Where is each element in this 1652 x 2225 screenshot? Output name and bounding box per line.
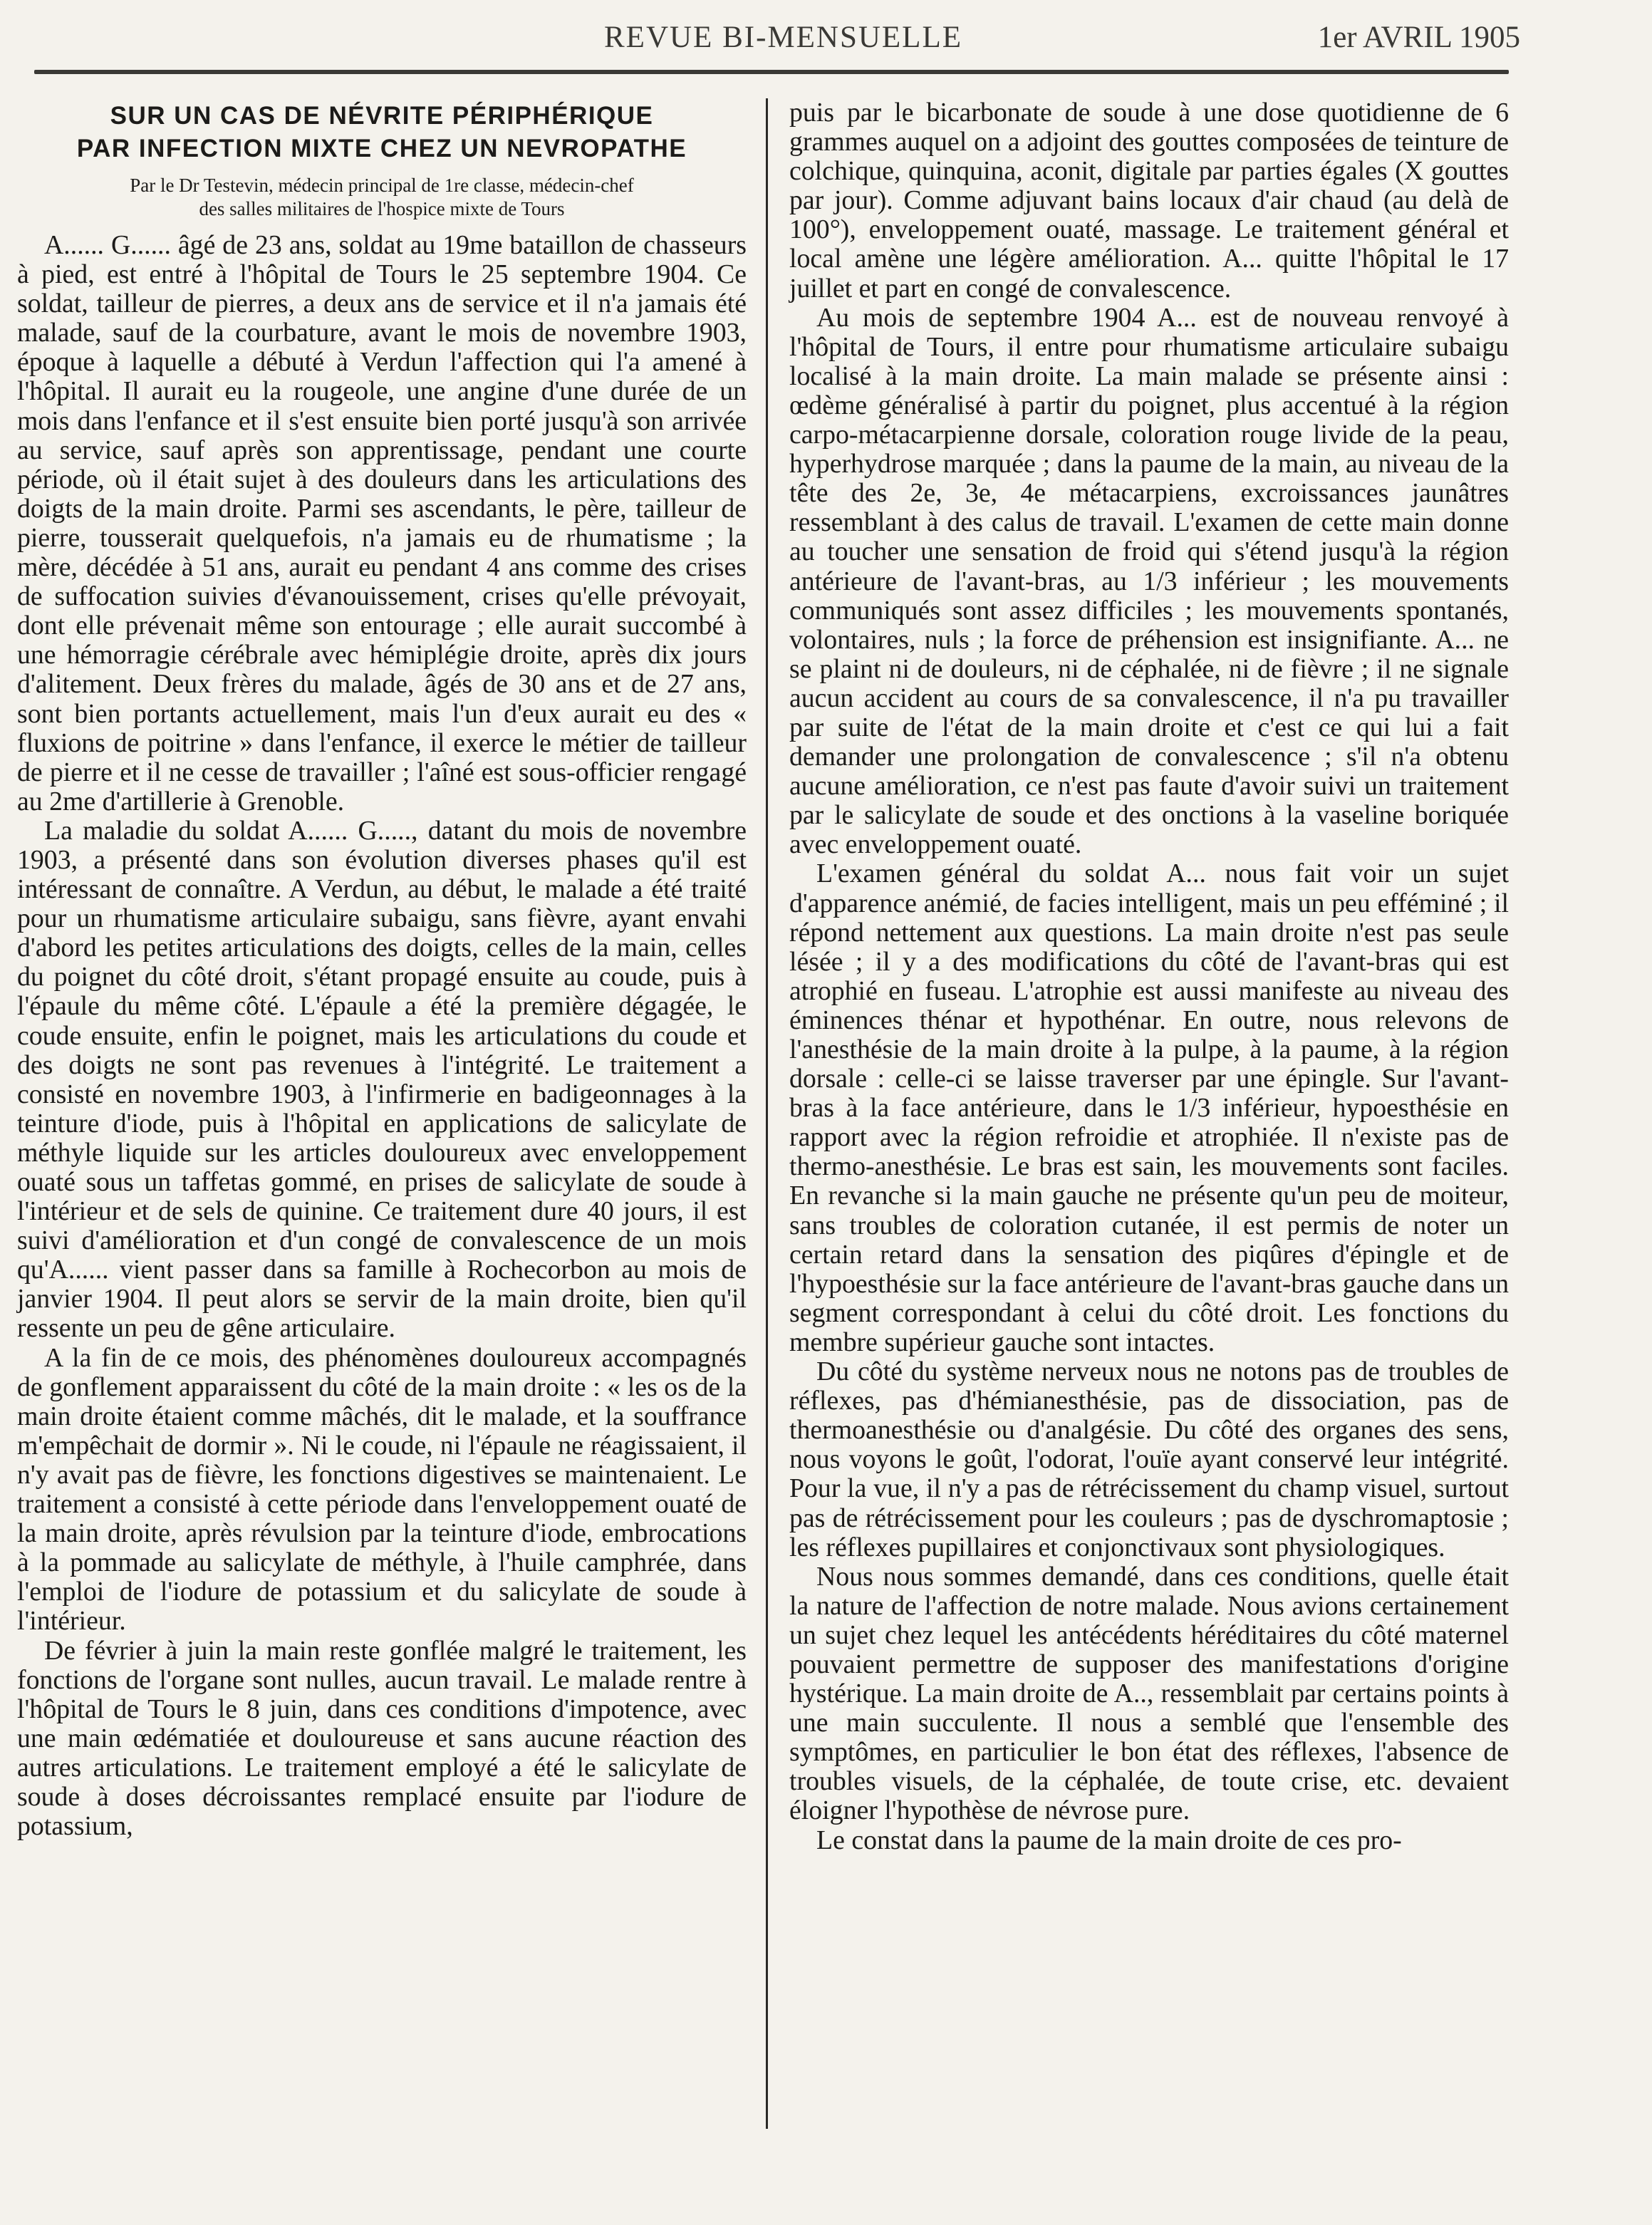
paragraph: La maladie du soldat A...... G....., datant du mois de novembre 1903, a présenté dans son évolution diverses phases qu'il est intéressant de connaître. A Verdun, au début, le malade a été traité pour un rhumatisme articulaire subaigu, sans fièvre, ayant envahi d'abord les petites articulations des doigts, celles de la main, celles du poignet du côté droit, s'étant propagé ensuite au coude, puis à l'épaule du même côté. L'épaule a été la première dégagée, le coude ensuite, enfin le poignet, mais les articulations du coude et des doigts ne sont pas revenues à l'intégrité. Le traitement a consisté en novembre 1903, à l'infirmerie en badigeonnages à la teinture d'iode, puis à l'hôpital en applications de salicylate de méthyle liquide sur les articles douloureux avec enveloppement ouaté sous un taffetas gommé, en prises de salicylate de soude à l'intérieur et de sels de quinine. Ce traitement dure 40 jours, il est suivi d'amélioration et d'un congé de convalescence de un mois qu'A...... vient passer dans sa famille à Rochecorbon au mois de janvier 1904. Il peut alors se servir de la main droite, bien qu'il ressente un peu de gêne articulaire. (17, 815, 747, 1344)
paragraph-continuation: puis par le bicarbonate de soude à une dose quotidienne de 6 grammes auquel on a adjoint des gouttes composées de teinture de colchique, quinquina, aconit, digitale par parties égales (X gouttes par jour). Comme adjuvant bains locaux d'air chaud (au delà de 100°), enveloppement ouaté, massage. Le traitement général et local amène une légère amélioration. A... quitte l'hôpital le 17 juillet et part en congé de convalescence. (789, 98, 1509, 304)
left-column (17, 98, 747, 1841)
issue-date: 1er AVRIL 1905 (1317, 21, 1520, 54)
paragraph: A la fin de ce mois, des phénomènes douloureux accompagnés de gonflement apparaissent du côté de la main droite : « les os de la main droite étaient comme mâchés, dit le malade, et la souffrance m'empêchait de dormir ». Ni le coude, ni l'épaule ne réagissaient, il n'y avait pas de fièvre, les fonctions digestives se maintenaient. Le traitement a consisté à cette période dans l'enveloppement ouaté de la main droite, après révulsion par la teinture d'iode, embrocations à la pommade au salicylate de méthyle, à l'huile camphrée, dans l'emploi de l'iodure de potassium et du salicylate de soude à l'intérieur. (17, 1342, 747, 1637)
right-column (789, 98, 1509, 1855)
header-rule (34, 70, 1509, 74)
column-divider (766, 98, 768, 2129)
paragraph: Nous nous sommes demandé, dans ces conditions, quelle était la nature de l'affection de notre malade. Nous avions certainement un sujet chez lequel les antécédents héréditaires du côté maternel pouvaient permettre de supposer des manifestations d'origine hystérique. La main droite de A.., ressemblait par certains points à une main succulente. Il nous a semblé que l'ensemble des symptômes, en particulier le bon état des réflexes, l'absence de troubles visuels, de la céphalée, de toute crise, etc. devaient éloigner l'hypothèse de névrose pure. (789, 1561, 1509, 1826)
article-title-line1: SUR UN CAS DE NÉVRITE PÉRIPHÉRIQUE (110, 102, 654, 130)
paragraph: Au mois de septembre 1904 A... est de nouveau renvoyé à l'hôpital de Tours, il entre pour rhumatisme articulaire subaigu localisé à la main droite. La main malade se présente ainsi : œdème généralisé à partir du poignet, plus accentué à la région carpo-métacarpienne dorsale, coloration rouge livide de la peau, hyperhydrose marquée ; dans la paume de la main, au niveau de la tête des 2e, 3e, 4e métacarpiens, excroissances jaunâtres ressemblant à des calus de travail. L'examen de cette main donne au toucher une sensation de froid qui s'étend jusqu'à la région antérieure de l'avant-bras, au 1/3 inférieur ; les mouvements communiqués sont assez difficiles ; les mouvements spontanés, volontaires, nuls ; la force de préhension est insignifiante. A... ne se plaint ni de douleurs, ni de céphalée, ni de fièvre ; il ne signale aucun accident au cours de sa convalescence, il n'a pu travailler par suite de l'état de la main droite et c'est ce qui lui a fait demander une prolongation de convalescence ; s'il n'a obtenu aucune amélioration, ce n'est pas faute d'avoir suivi un traitement par le salicylate de soude et des onctions à la vaseline boriquée avec enveloppement ouaté. (789, 302, 1509, 860)
article-title-line2: PAR INFECTION MIXTE CHEZ UN NEVROPATHE (76, 135, 687, 162)
running-title: REVUE BI-MENSUELLE (604, 21, 962, 54)
article-title (17, 100, 747, 165)
paragraph: Le constat dans la paume de la main droite de ces pro- (816, 1825, 1402, 1855)
paragraph: De février à juin la main reste gonflée malgré le traitement, les fonctions de l'organe sont nulles, aucun travail. Le malade rentre à l'hôpital de Tours le 8 juin, dans ces conditions d'impotence, avec une main œdématiée et douloureuse et sans aucune réaction des autres articulations. Le traitement employé a été le salicylate de soude à doses décroissantes remplacé ensuite par l'iodure de potassium, (17, 1635, 747, 1842)
paragraph: Du côté du système nerveux nous ne notons pas de troubles de réflexes, pas d'hémianesthésie, pas de dissociation, pas de thermoanesthésie ou d'analgésie. Du côté des organes des sens, nous voyons le goût, l'odorat, l'ouïe ayant conservé leur intégrité. Pour la vue, il n'y a pas de rétrécissement du champ visuel, surtout pas de rétrécissement pour les couleurs ; pas de dyschromaptosie ; les réflexes pupillaires et conjonctivaux sont physiologiques. (789, 1357, 1509, 1562)
byline-line1: Par le Dr Testevin, médecin principal de 1re classe, médecin-chef (130, 175, 634, 196)
paragraph: A...... G...... âgé de 23 ans, soldat au 19me bataillon de chasseurs à pied, est entré à l'hôpital de Tours le 25 septembre 1904. Ce soldat, tailleur de pierres, a deux ans de service et il n'a jamais été malade, sauf de la courbature, avant le mois de novembre 1903, époque à laquelle a débuté à Verdun l'affection qui l'a amené à l'hôpital. Il aurait eu la rougeole, une angine d'une durée de un mois dans l'enfance et il s'est ensuite bien porté jusqu'à son arrivée au service, sauf après son apprentissage, pendant une courte période, où il était sujet à des douleurs dans les articulations des doigts de la main droite. Parmi ses ascendants, le père, tailleur de pierre, tousserait quelquefois, n'a jamais eu de rhumatisme ; la mère, décédée à 51 ans, aurait eu pendant 4 ans comme des crises de suffocation suivies d'évanouissement, crises qu'elle prévoyait, dont elle prévenait même son entourage ; elle aurait succombé à une hémorragie cérébrale avec hémiplégie droite, après dix jours d'alitement. Deux frères du malade, âgés de 30 ans et de 27 ans, sont bien portants actuellement, mais l'un d'eux aurait eu des « fluxions de poitrine » dans l'enfance, il exerce le métier de tailleur de pierre et il ne cesse de travailler ; l'aîné est sous-officier rengagé au 2me d'artillerie à Grenoble. (17, 230, 747, 816)
byline-line2: des salles militaires de l'hospice mixte de Tours (199, 198, 565, 219)
article-byline (46, 174, 718, 221)
paragraph: L'examen général du soldat A... nous fait voir un sujet d'apparence anémié, de facies intelligent, mais un peu efféminé ; il répond nettement aux questions. La main droite n'est pas seule lésée ; il y a des modifications du côté de l'avant-bras qui est atrophié en fuseau. L'atrophie est aussi manifeste au niveau des éminences thénar et hypothénar. En outre, nous relevons de l'anesthésie de la main droite à la pulpe, à la paume, à la région dorsale : celle-ci se laisse traverser par une épingle. Sur l'avant-bras à la face antérieure, dans le 1/3 inférieur, hypoesthésie en rapport avec la région refroidie et atrophiée. Il n'existe pas de thermo-anesthésie. Le bras est sain, les mouvements sont faciles. En revanche si la main gauche ne présente qu'un peu de moiteur, sans troubles de coloration cutanée, il est permis de noter un certain retard dans la sensation des piqûres d'épingle et de l'hypoesthésie sur la face antérieure de l'avant-bras gauche dans un segment correspondant à celui du côté droit. Les fonctions du membre supérieur gauche sont intactes. (789, 859, 1509, 1357)
page-header (28, 16, 1520, 63)
